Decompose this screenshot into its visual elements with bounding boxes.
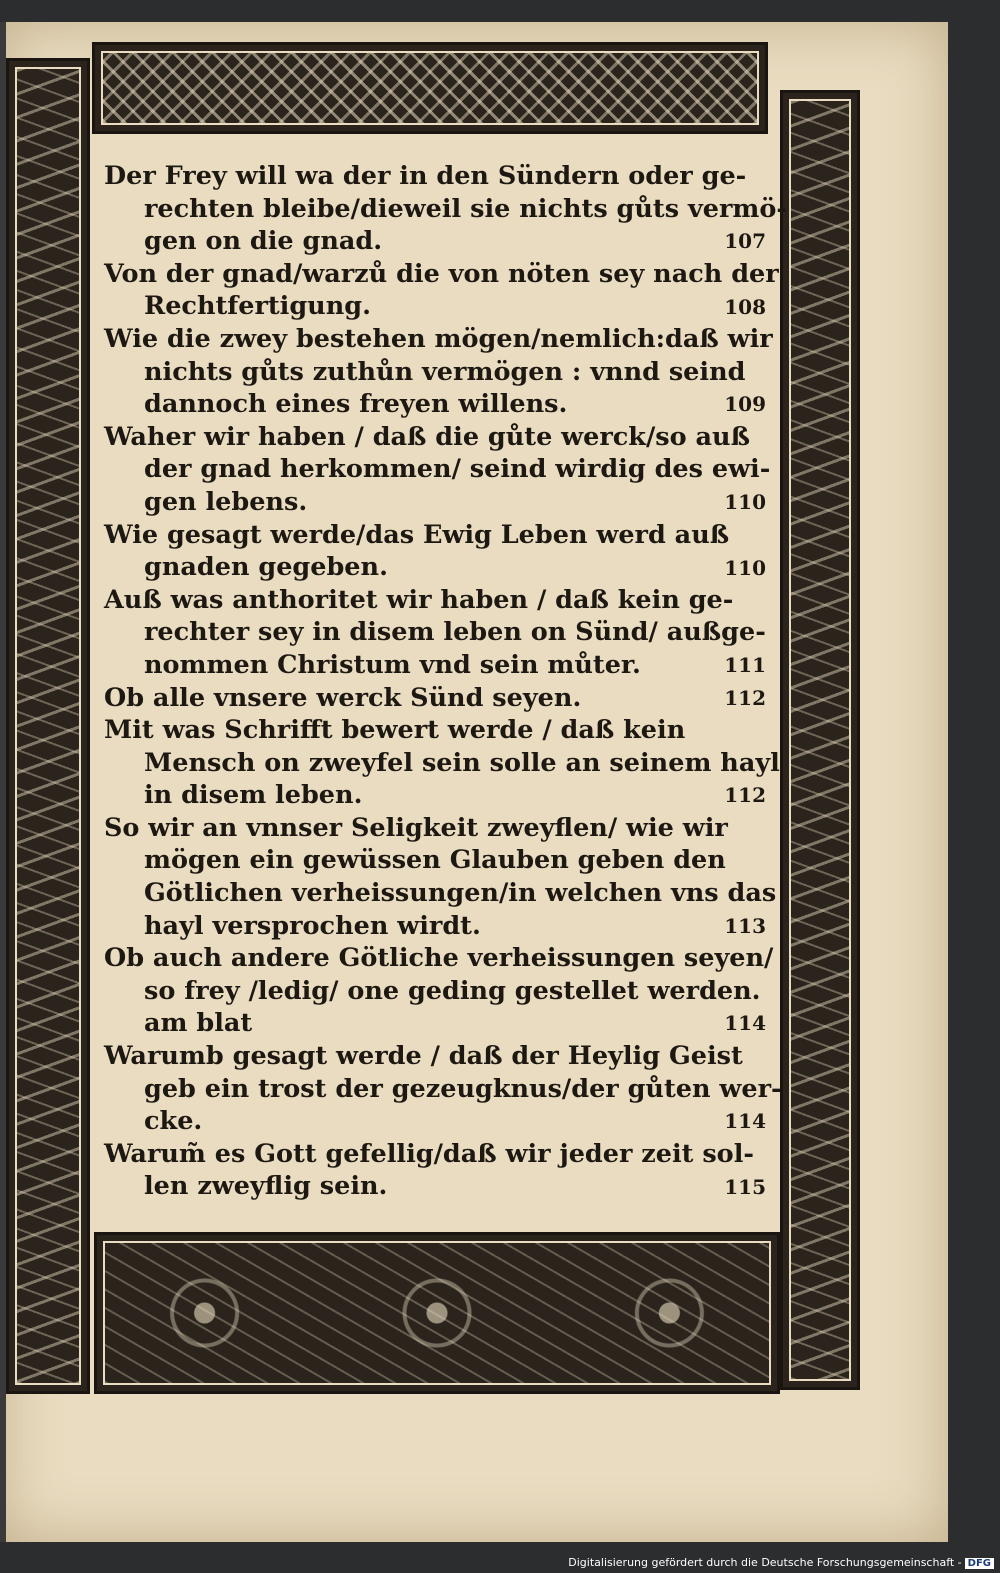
toc-entry-line: Ob auch andere Götliche verheissungen seyen/ [104, 943, 774, 974]
toc-entry-line: am blat [144, 1008, 253, 1039]
toc-entry-line: nommen Christum vnd sein můter. [144, 649, 641, 680]
toc-entry-line: Warum̃ es Gott gefellig/daß wir jeder zeit sol- [104, 1138, 754, 1169]
toc-page-number: 112 [724, 783, 766, 808]
toc-entry [104, 421, 771, 519]
toc-entry-line: Auß was anthoritet wir haben / daß kein ge- [104, 584, 734, 615]
toc-entry-line: Wie gesagt werde/das Ewig Leben werd auß [104, 519, 730, 550]
toc-entry [104, 1138, 768, 1203]
toc-entry-line: gen lebens. [144, 486, 308, 517]
toc-entry-line: rechter sey in disem leben on Sünd/ außge- [144, 617, 766, 648]
toc-page-number: 108 [724, 294, 766, 319]
table-of-contents [104, 160, 787, 1203]
toc-entry-line: hayl versprochen wirdt. [144, 910, 481, 941]
toc-entry-line: in disem leben. [144, 780, 363, 811]
toc-entry-line: Mensch on zweyfel sein solle an seinem hayl [144, 747, 780, 778]
toc-entry [104, 519, 768, 584]
woodcut-border-bottom [94, 1232, 780, 1394]
toc-page-number: 110 [724, 555, 766, 580]
toc-entry-line: Rechtfertigung. [144, 291, 371, 322]
toc-entry [104, 160, 787, 258]
toc-entry [104, 942, 774, 1040]
toc-page-number: 114 [724, 1109, 766, 1134]
toc-entry-line: Mit was Schrifft bewert werde / daß kein [104, 715, 686, 746]
toc-page-number: 107 [724, 229, 766, 253]
toc-entry-line: rechten bleibe/dieweil sie nichts gůts vermö- [144, 193, 787, 224]
woodcut-border-top [92, 42, 768, 134]
toc-entry [104, 584, 768, 682]
toc-entry [104, 258, 779, 323]
toc-page-number: 110 [724, 489, 766, 514]
toc-entry-line: Waher wir haben / daß die gůte werck/so auß [104, 421, 750, 452]
toc-entry [104, 812, 777, 942]
toc-entry-line: gen on die gnad. [144, 226, 383, 257]
toc-entry-line: len zweyflig sein. [144, 1171, 388, 1202]
toc-entry-line: Götlichen verheissungen/in welchen vns das [144, 878, 777, 909]
toc-page-number: 115 [724, 1174, 766, 1199]
woodcut-border-right [780, 90, 860, 1390]
toc-entry-line: nichts gůts zuthůn vermögen : vnnd seind [144, 356, 746, 387]
toc-page-number: 113 [724, 913, 766, 938]
woodcut-border-left [6, 58, 90, 1394]
toc-entry-line: cke. [144, 1106, 203, 1137]
toc-entry-line: der gnad herkommen/ seind wirdig des ewi- [144, 454, 771, 485]
toc-entry-line: geb ein trost der gezeugknus/der gůten wer- [144, 1073, 782, 1104]
toc-entry-line: so frey /ledig/ one geding gestellet werden. [144, 975, 761, 1006]
dfg-logo: DFG [965, 1558, 994, 1569]
toc-page-number: 114 [724, 1011, 766, 1036]
toc-entry-line: mögen ein gewüssen Glauben geben den [144, 845, 726, 876]
toc-entry-line: dannoch eines freyen willens. [144, 389, 568, 420]
toc-entry-line: So wir an vnnser Seligkeit zweyflen/ wie wir [104, 812, 728, 843]
toc-entry [104, 714, 780, 812]
toc-entry-line: Wie die zwey bestehen mögen/nemlich:daß wir [104, 323, 773, 354]
toc-entry [104, 323, 773, 421]
credit-text: Digitalisierung gefördert durch die Deutsche Forschungsgemeinschaft - [568, 1556, 962, 1569]
toc-entry-line: gnaden gegeben. [144, 552, 388, 583]
toc-entry [104, 1040, 782, 1138]
digitization-credit [568, 1556, 994, 1569]
toc-page-number: 112 [724, 685, 766, 710]
toc-entry-line: Warumb gesagt werde / daß der Heylig Geist [104, 1041, 743, 1072]
toc-entry-line: Der Frey will wa der in den Sündern oder ge- [104, 161, 747, 191]
toc-entry-line: Ob alle vnsere werck Sünd seyen. [104, 682, 582, 713]
toc-page-number: 111 [724, 652, 766, 677]
toc-page-number: 109 [724, 391, 766, 416]
toc-entry [104, 682, 768, 715]
toc-entry-line: Von der gnad/warzů die von nöten sey nach der [104, 258, 779, 289]
